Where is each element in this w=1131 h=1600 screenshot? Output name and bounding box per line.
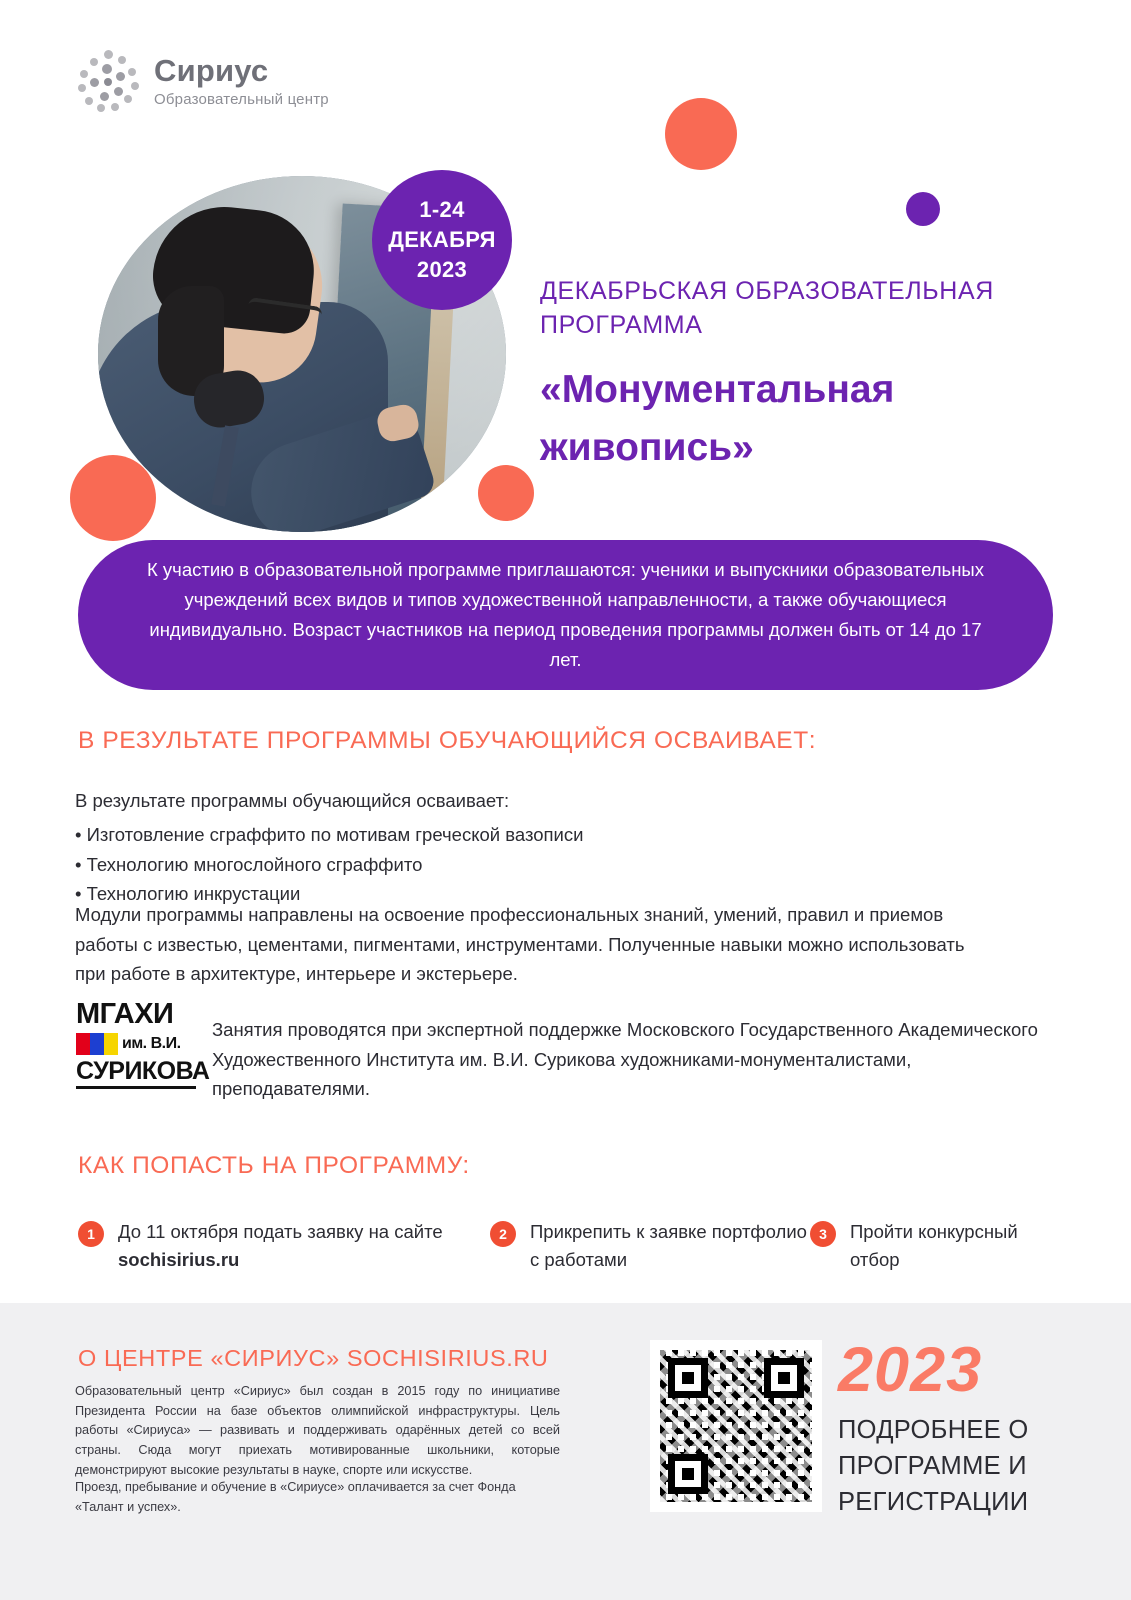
program-kicker: ДЕКАБРЬСКАЯ ОБРАЗОВАТЕЛЬНАЯ ПРОГРАММА [540,277,994,339]
qr-eye-top-right [764,1358,804,1398]
step-text: Пройти конкурсный отбор [850,1221,1018,1270]
eligibility-callout [78,540,1053,690]
swatch-blue [90,1033,104,1055]
footer-year: 2023 [838,1335,983,1405]
date-badge-line-2: ДЕКАБРЯ [388,227,496,253]
footer-heading: О ЦЕНТРЕ «СИРИУС» SOCHISIRIUS.RU [78,1345,549,1371]
swatch-yellow [104,1033,118,1055]
brand-logo [78,50,329,112]
step-number-badge: 1 [78,1221,104,1247]
how-to-steps [78,1218,1053,1274]
step-text: Прикрепить к заявке портфолио с работами [530,1221,807,1270]
qr-code-pattern [660,1350,812,1502]
list-item: • Изготовление сграффито по мотивам греческой вазописи [75,824,584,845]
sirius-dots-logo-icon [78,50,140,112]
mgahi-logo-line-1: МГАХИ [76,998,174,1030]
decor-circle-purple [906,192,940,226]
result-intro: В результате программы обучающийся осваивает: [75,790,510,811]
partner-description: Занятия проводятся при экспертной поддержке Московского Государственного Академического Художественного Института им. В.И. Сурикова художниками-монументалистами, преподавателями. [212,1019,1038,1100]
qr-eye-top-left [668,1358,708,1398]
how-to-section-heading: КАК ПОПАСТЬ НА ПРОГРАММУ: [78,1152,470,1179]
hero-title-block [540,275,1080,478]
page-title: «Монументальная живопись» [540,367,895,469]
decor-circle-coral-top [665,98,737,170]
modules-description: Модули программы направлены на освоение профессиональных знаний, умений, правил и приемов работы с известью, цементами, пигментами, инструментами. Полученные навыки можно использовать при работе в архитектуре, интерьере и экстерьере. [75,904,965,985]
brand-name: Сириус [154,53,269,88]
footer-more-info: ПОДРОБНЕЕ О ПРОГРАММЕ И РЕГИСТРАЦИИ [838,1416,1029,1517]
date-badge-line-1: 1-24 [419,197,465,223]
mgahi-logo-line-3: СУРИКОВА [76,1057,210,1085]
step-number-badge: 3 [810,1221,836,1247]
mgahi-logo-rule [76,1086,196,1089]
step-text [118,1218,490,1274]
date-badge [372,170,512,310]
swatch-red [76,1033,90,1055]
qr-eye-bottom-left [668,1454,708,1494]
step-item [490,1218,810,1274]
mgahi-logo-line-2: им. В.И. [122,1035,181,1052]
step-text-plain: До 11 октября подать заявку на сайте [118,1221,443,1242]
brand-subtitle: Образовательный центр [154,91,329,108]
footer-about-text: Образовательный центр «Сириус» был создан в 2015 году по инициативе Президента России на базе объектов олимпийской инфраструктуры. Цель работы «Сириуса» — развивать и поддерживать одарённых детей со всей страны. Сюда могут приехать мотивированные школьники, которые демонстрируют высокие результаты в науке, спорте или искусстве. [75,1384,560,1477]
step-item [810,1218,1050,1274]
qr-code-icon[interactable] [650,1340,822,1512]
list-item: • Технологию многослойного сграффито [75,853,423,875]
step-item [78,1218,490,1274]
list-item: • Технологию инкрустации [75,883,301,905]
result-bullet-list [75,820,895,909]
footer-note-text: Проезд, пребывание и обучение в «Сириусе» оплачивается за счет Фонда «Талант и успех». [75,1480,516,1514]
eligibility-text: К участию в образовательной программе приглашаются: ученики и выпускники образовательных учреждений всех видов и типов художественной направленности, а также обучающиеся индивидуально. Возраст участников на период проведения программы должен быть от 14 до 17 лет. [147,559,984,670]
step-link[interactable]: sochisirius.ru [118,1248,240,1270]
step-number-badge: 2 [490,1221,516,1247]
mgahi-logo-colorbar [76,1032,196,1056]
result-section-heading: В РЕЗУЛЬТАТЕ ПРОГРАММЫ ОБУЧАЮЩИЙСЯ ОСВАИВАЕТ: [78,727,817,754]
mgahi-logo [76,998,210,1112]
date-badge-line-3: 2023 [416,256,468,282]
